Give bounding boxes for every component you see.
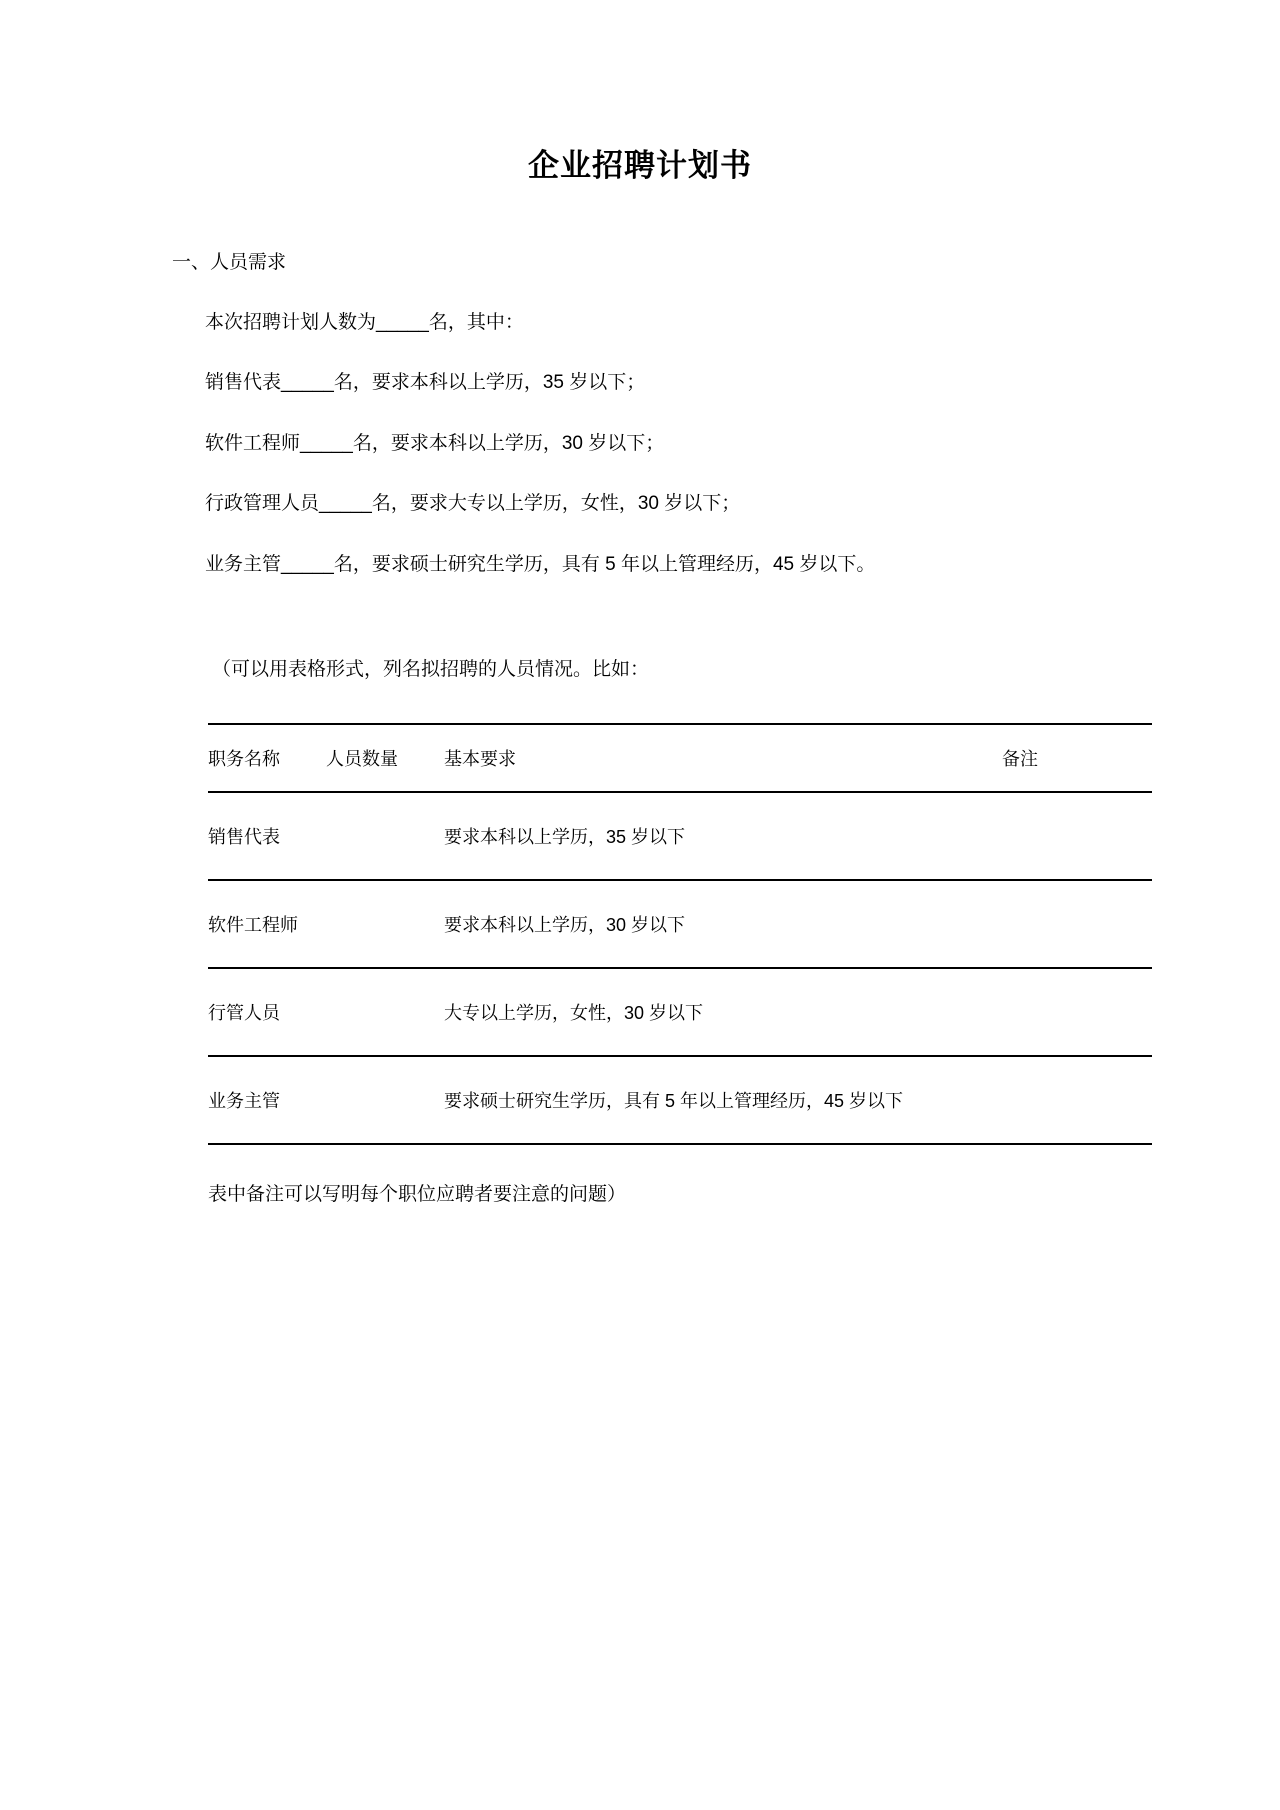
cell-headcount: [326, 792, 444, 880]
page-title: 企业招聘计划书: [528, 148, 752, 183]
recruitment-table-wrapper: [0, 681, 1280, 1145]
header-basic-requirement: 基本要求: [444, 748, 516, 769]
table-row: [208, 792, 1152, 880]
cell-headcount: [326, 1056, 444, 1144]
table-row: [208, 1056, 1152, 1144]
recruitment-plan-table: [208, 723, 1152, 1145]
paragraph-admin-staff: 行政管理人员_____名，要求大专以上学历，女性，30 岁以下；: [205, 493, 741, 515]
table-row: [208, 880, 1152, 968]
table-row: [208, 968, 1152, 1056]
cell-job-title: 行管人员: [208, 1002, 280, 1023]
cell-headcount: [326, 880, 444, 968]
table-tail-note: 表中备注可以写明每个职位应聘者要注意的问题）: [208, 1183, 627, 1205]
table-intro-note: （可以用表格形式，列名拟招聘的人员情况。比如：: [212, 658, 650, 680]
cell-remark: [1002, 880, 1152, 968]
cell-basic-requirement: 要求本科以上学历，35 岁以下: [444, 826, 686, 847]
cell-remark: [1002, 1056, 1152, 1144]
cell-remark: [1002, 968, 1152, 1056]
table-header-row: [208, 724, 1152, 792]
paragraph-total-headcount: 本次招聘计划人数为_____名，其中：: [205, 312, 524, 333]
cell-headcount: [326, 968, 444, 1056]
cell-job-title: 销售代表: [208, 826, 280, 847]
paragraph-sales-representative: 销售代表_____名，要求本科以上学历，35 岁以下；: [205, 372, 646, 394]
cell-remark: [1002, 792, 1152, 880]
cell-job-title: 业务主管: [208, 1090, 280, 1111]
section-heading-personnel-demand: 一、人员需求: [172, 252, 287, 273]
cell-job-title: 软件工程师: [208, 914, 298, 935]
paragraph-business-supervisor: 业务主管_____名，要求硕士研究生学历，具有 5 年以上管理经历，45 岁以下。: [205, 553, 876, 575]
header-job-title: 职务名称: [208, 748, 280, 769]
paragraph-software-engineer: 软件工程师_____名，要求本科以上学历，30 岁以下；: [205, 432, 665, 454]
cell-basic-requirement: 要求本科以上学历，30 岁以下: [444, 914, 686, 935]
cell-basic-requirement: 大专以上学历，女性，30 岁以下: [444, 1002, 704, 1023]
header-remark: 备注: [1002, 748, 1038, 769]
cell-basic-requirement: 要求硕士研究生学历，具有 5 年以上管理经历，45 岁以下: [444, 1090, 904, 1111]
header-headcount: 人员数量: [326, 748, 398, 769]
